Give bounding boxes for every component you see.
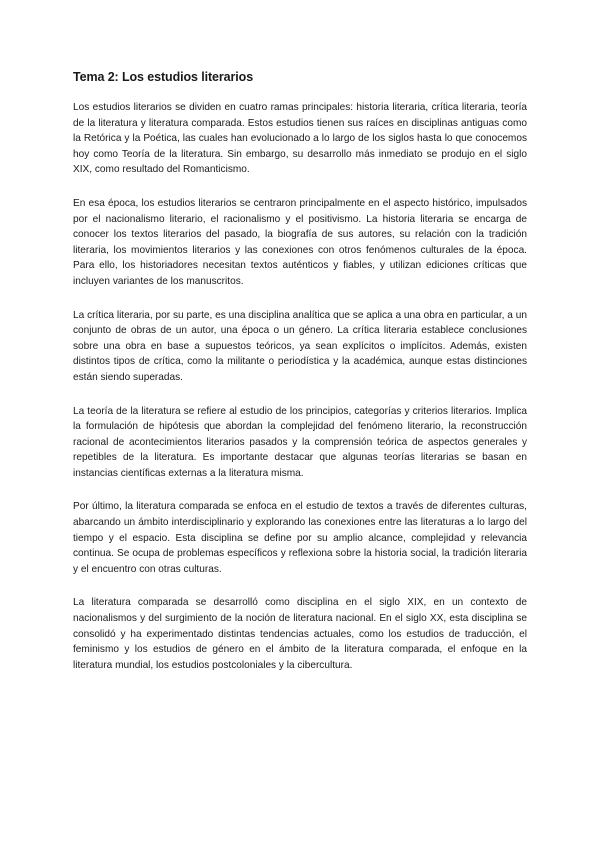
paragraph-teoria-literatura: La teoría de la literatura se refiere al estudio de los principios, categorías y criterios literarios. Implica la formulación de hipótesis que abordan la complejidad del fenómeno literario, la reconstrucción racional de acontecimientos literarios pasados y la comprensión teórica de aspectos generales y repetibles de la literatura. Es importante destacar que algunas teorías literarias se basan en instancias científicas externas a la literatura misma. [73,405,527,479]
paragraph-literatura-comparada: Por último, la literatura comparada se enfoca en el estudio de textos a través de diferentes culturas, abarcando un ámbito interdisciplinario y explorando las conexiones entre las literaturas a lo largo del tiempo y el espacio. Esta disciplina se define por su amplio alcance, complejidad y relevancia continua. Se ocupa de problemas específicos y reflexiona sobre la historia social, la tradición literaria y el encuentro con otras culturas. [73,501,527,575]
paragraph-critica-literaria: La crítica literaria, por su parte, es una disciplina analítica que se aplica a una obra en particular, a un conjunto de obras de un autor, una época o un género. La crítica literaria establece conclusiones sobre una obra en base a supuestos teóricos, ya sean explícitos o implícitos. Además, existen distintos tipos de crítica, como la militante o periodística y la académica, aunque estas distinciones están siendo superadas. [73,309,527,383]
paragraph-historia-literaria: En esa época, los estudios literarios se centraron principalmente en el aspecto histórico, impulsados por el nacionalismo literario, el racionalismo y el positivismo. La historia literaria se encarga de conocer los textos literarios del pasado, la biografía de sus autores, su relación con la tradición literaria, los movimientos literarios y las conexiones con otros fenómenos culturales de la época. Para ello, los historiadores necesitan textos auténticos y fiables, y utilizan ediciones críticas que incluyen variantes de los manuscritos. [73,197,527,287]
document-page [73,70,527,691]
paragraph-intro: Los estudios literarios se dividen en cuatro ramas principales: historia literaria, crítica literaria, teoría de la literatura y literatura comparada. Estos estudios tienen sus raíces en disciplinas antiguas como la Retórica y la Poética, las cuales han evolucionado a lo largo de los siglos hasta lo que conocemos hoy como Teoría de la literatura. Sin embargo, su desarrollo más inmediato se produjo en el siglo XIX, como resultado del Romanticismo. [73,102,527,176]
paragraph-desarrollo-comparada: La literatura comparada se desarrolló como disciplina en el siglo XIX, en un contexto de nacionalismos y del surgimiento de la noción de literatura nacional. En el siglo XX, esta disciplina se consolidó y ha experimentado distintas tendencias actuales, como los estudios de traducción, el feminismo y los estudios de género en el ámbito de la literatura comparada, el enfoque en la literatura mundial, los estudios postcoloniales y la cibercultura. [73,597,527,671]
document-title: Tema 2: Los estudios literarios [73,70,254,84]
